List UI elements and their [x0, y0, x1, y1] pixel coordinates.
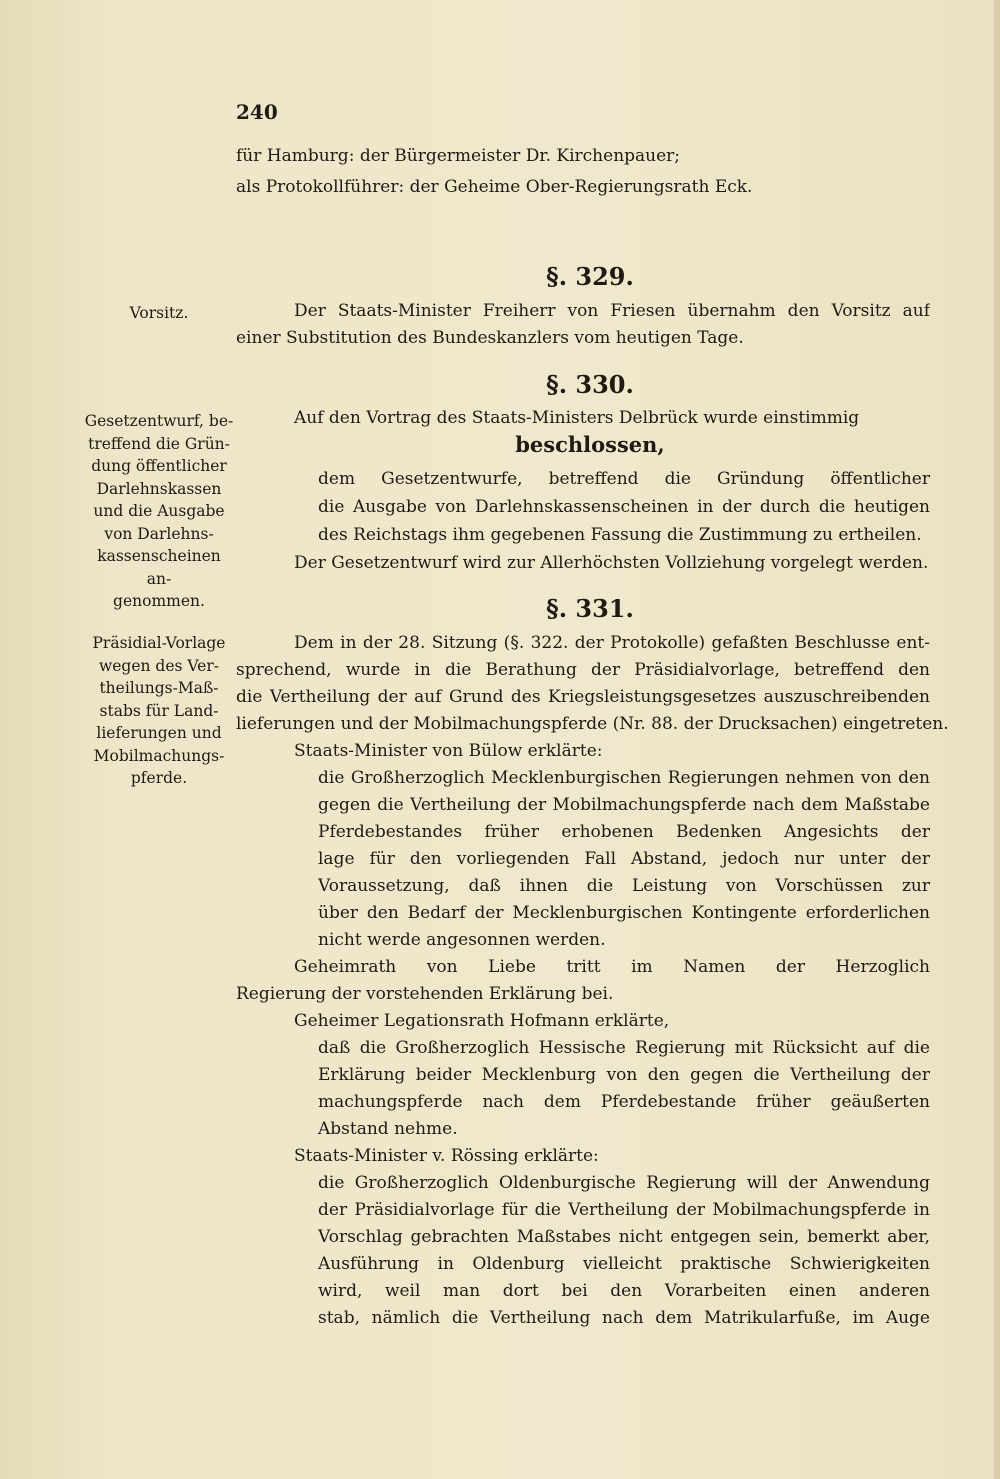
text-line: stab, nämlich die Vertheilung nach dem Matrikularfuße, im Auge [318, 1308, 930, 1328]
text-line: sprechend, wurde in die Berathung der Präsidialvorlage, betreffend den [236, 660, 930, 680]
text-line: Erklärung beider Mecklenburg von den gegen die Vertheilung der [318, 1065, 930, 1085]
text-line: über den Bedarf der Mecklenburgischen Kontingente erforderlichen [318, 903, 930, 923]
text-line: Dem in der 28. Sitzung (§. 322. der Protokolle) gefaßten Beschlusse ent- [294, 633, 930, 653]
header-line: für Hamburg: der Bürgermeister Dr. Kirchenpauer; [236, 146, 681, 166]
text-line: gegen die Vertheilung der Mobilmachungspferde nach dem Maßstabe [318, 795, 930, 815]
text-line: nicht werde angesonnen werden. [318, 930, 606, 950]
text-line: Ausführung in Oldenburg vielleicht praktische Schwierigkeiten [318, 1254, 930, 1274]
margin-note: Präsidial-Vorlage wegen des Ver- theilungs-Maß- stabs für Land- lieferungen und Mobilmachungs- pferde. [92, 634, 226, 787]
text-line: Der Staats-Minister Freiherr von Friesen übernahm den Vorsitz auf [294, 301, 930, 321]
section-heading: §. 329. [546, 262, 634, 291]
margin-note: Gesetzentwurf, be- treffend die Grün- dung öffentlicher Darlehnskassen und die Ausgabe von Darlehns- kassenscheinen an- genommen. [84, 412, 234, 610]
text-line: Geheimer Legationsrath Hofmann erklärte, [294, 1011, 670, 1031]
text-line: der Präsidialvorlage für die Vertheilung der Mobilmachungspferde in [318, 1200, 930, 1220]
text-line: des Reichstags ihm gegebenen Fassung die Zustimmung zu ertheilen. [318, 525, 922, 545]
text-line: Abstand nehme. [318, 1119, 458, 1139]
section-heading: §. 330. [546, 370, 634, 399]
text-line: einer Substitution des Bundeskanzlers vom heutigen Tage. [236, 328, 744, 348]
text-line: die Großherzoglich Mecklenburgischen Regierungen nehmen von den [318, 768, 930, 788]
text-line: Der Gesetzentwurf wird zur Allerhöchsten Vollziehung vorgelegt werden. [294, 553, 929, 573]
page-edge [994, 0, 1000, 1479]
page-number: 240 [236, 100, 278, 124]
resolution-word: beschlossen, [515, 432, 665, 457]
text-line: die Vertheilung der auf Grund des Kriegsleistungsgesetzes auszuschreibenden [236, 687, 930, 707]
text-line: lieferungen und der Mobilmachungspferde (Nr. 88. der Drucksachen) eingetreten. [236, 714, 949, 734]
text-line: wird, weil man dort bei den Vorarbeiten einen anderen [318, 1281, 930, 1301]
text-line: Regierung der vorstehenden Erklärung bei. [236, 984, 614, 1004]
text-line: Staats-Minister von Bülow erklärte: [294, 741, 603, 761]
text-line: machungspferde nach dem Pferdebestande früher geäußerten [318, 1092, 930, 1112]
text-line: Pferdebestandes früher erhobenen Bedenken Angesichts der [318, 822, 930, 842]
header-line: als Protokollführer: der Geheime Ober-Regierungsrath Eck. [236, 177, 753, 197]
text-line: Staats-Minister v. Rössing erklärte: [294, 1146, 599, 1166]
text-line: Voraussetzung, daß ihnen die Leistung von Vorschüssen zur [318, 876, 930, 896]
text-line: lage für den vorliegenden Fall Abstand, jedoch nur unter der [318, 849, 930, 869]
section-heading: §. 331. [546, 594, 634, 623]
text-line: Auf den Vortrag des Staats-Ministers Delbrück wurde einstimmig [294, 408, 860, 428]
text-line: Vorschlag gebrachten Maßstabes nicht entgegen sein, bemerkt aber, [318, 1227, 930, 1247]
text-line: daß die Großherzoglich Hessische Regierung mit Rücksicht auf die [318, 1038, 930, 1058]
text-line: dem Gesetzentwurfe, betreffend die Gründung öffentlicher [318, 469, 930, 489]
text-line: die Großherzoglich Oldenburgische Regierung will der Anwendung [318, 1173, 930, 1193]
margin-note: Vorsitz. [129, 304, 189, 322]
text-line: die Ausgabe von Darlehnskassenscheinen in der durch die heutigen [318, 497, 930, 517]
text-line: Geheimrath von Liebe tritt im Namen der Herzoglich [294, 957, 930, 977]
